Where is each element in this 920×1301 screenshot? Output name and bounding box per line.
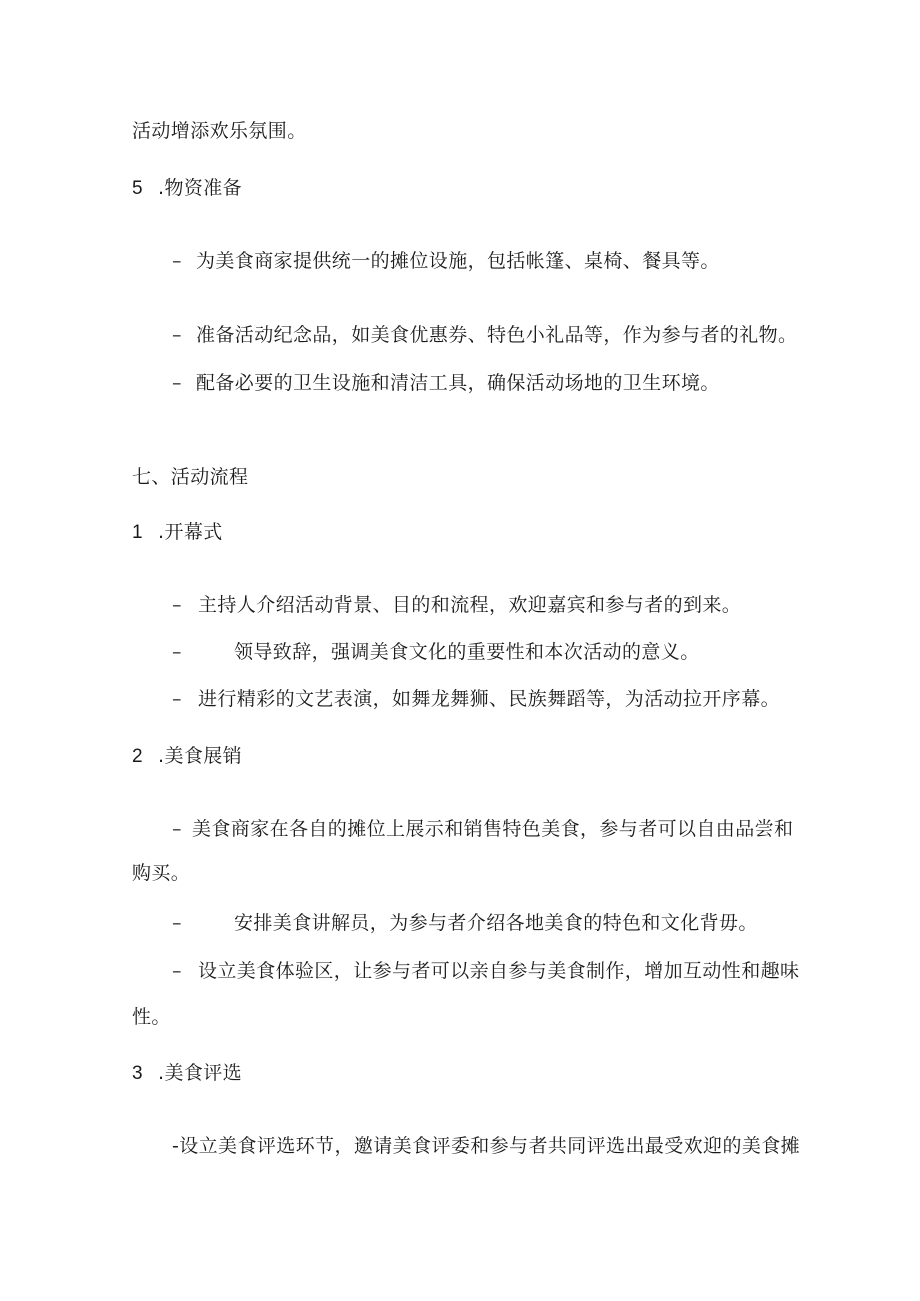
subsection-title: .美食评选 [158,1062,243,1084]
subsection-title: .美食展销 [158,745,243,767]
list-item [172,322,797,348]
subsection-1-heading [132,519,223,546]
dash-bullet: – [172,688,182,710]
list-item [172,910,758,936]
list-item-text: 安排美食讲解员，为参与者介绍各地美食的特色和文化背毋。 [234,912,758,934]
subsection-3-heading [132,1060,242,1087]
subsection-2-heading [132,743,242,770]
list-item-text: 进行精彩的文艺表演，如舞龙舞狮、民族舞蹈等，为活动拉开序幕。 [198,688,781,710]
dash-bullet: – [172,594,182,616]
section-title: .物资准备 [158,177,243,199]
continuation-text: 活动增添欢乐氛围。 [132,120,307,142]
section-5-heading [132,175,242,202]
list-item-text: 准备活动纪念品，如美食优惠券、特色小礼品等，作为参与者的礼物。 [196,324,798,346]
subsection-title: .开幕式 [158,521,223,543]
list-item-continuation: 购买。 [132,862,191,884]
dash-bullet: – [172,960,182,982]
subsection-number: 2 [132,746,143,767]
list-item: -设立美食评选环节，邀请美食评委和参与者共同评选出最受欢迎的美食摊 [172,1135,801,1157]
section-number: 5 [132,178,143,199]
list-item-text: 配备必要的卫生设施和清洁工具，确保活动场地的卫生环境。 [196,372,720,394]
list-item [172,686,780,712]
list-item [172,592,741,618]
list-item-text: 设立美食体验区，让参与者可以亲自参与美食制作，增加互动性和趣味 [198,960,800,982]
list-item [172,370,720,396]
dash-bullet: – [172,372,182,394]
list-item-text: 美食商家在各自的摊位上展示和销售特色美食，参与者可以自由品尝和 [192,818,794,840]
list-item [172,248,720,274]
list-item [172,958,799,984]
chapter-7-heading: 七、活动流程 [132,466,249,488]
dash-bullet: – [172,641,182,663]
list-item-continuation: 性。 [132,1006,171,1028]
list-item-text: 领导致辞，强调美食文化的重要性和本次活动的意义。 [234,641,700,663]
dash-bullet: – [172,250,182,272]
list-item [172,639,700,665]
list-item-text: 主持人介绍活动背景、目的和流程，欢迎嘉宾和参与者的到来。 [198,594,742,616]
list-item [172,816,793,842]
subsection-number: 3 [132,1063,143,1084]
subsection-number: 1 [132,522,143,543]
list-item-text: 为美食商家提供统一的摊位设施，包括帐篷、桌椅、餐具等。 [196,250,720,272]
dash-bullet: – [172,818,182,840]
dash-bullet: – [172,324,182,346]
dash-bullet: – [172,912,182,934]
